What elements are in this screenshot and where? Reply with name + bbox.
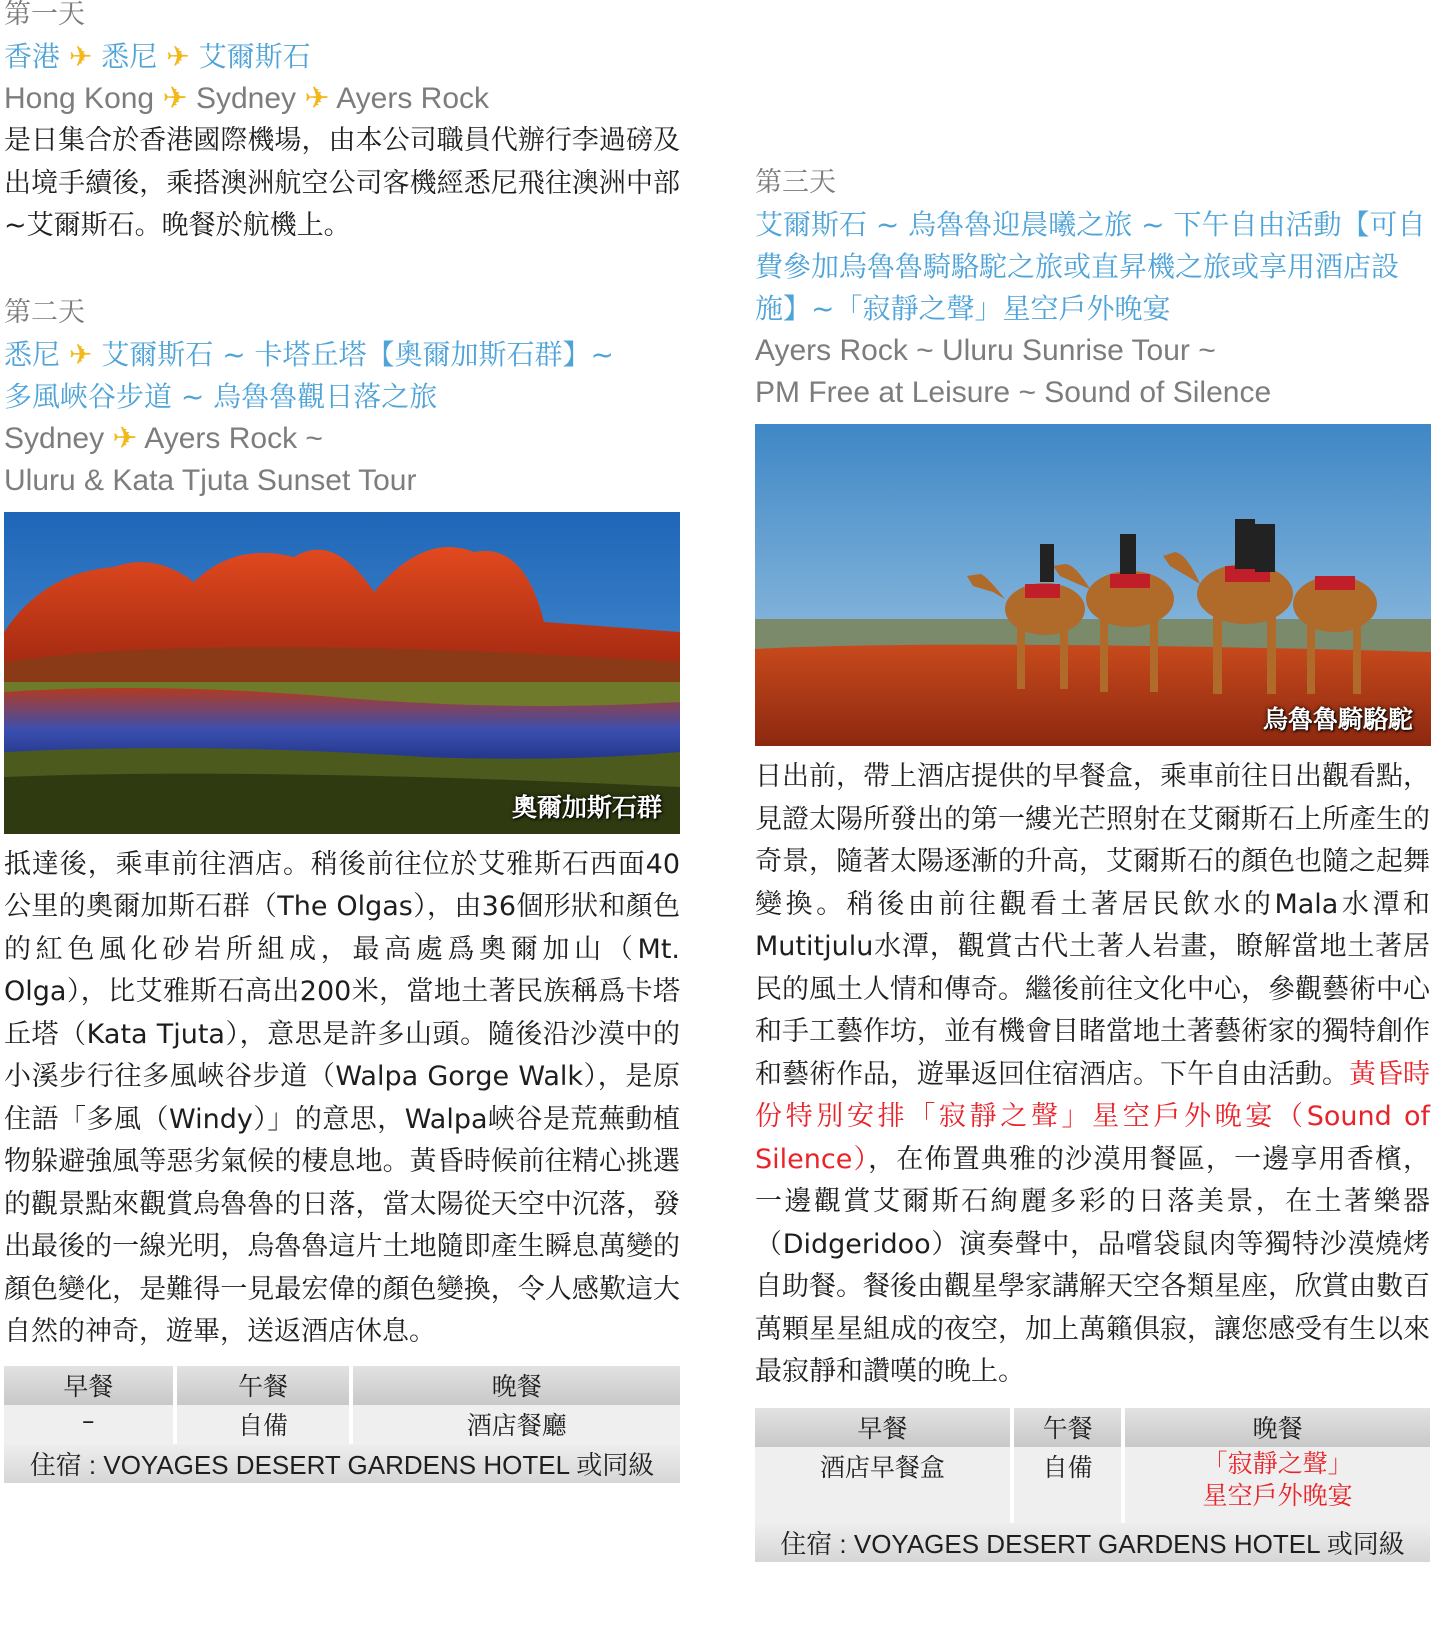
day2-route-en-line2: Uluru & Kata Tjuta Sunset Tour: [4, 463, 417, 497]
breakfast-value: 酒店早餐盒: [755, 1447, 1012, 1523]
camel-ride-photo: [755, 424, 1431, 746]
route-stop: 香港: [4, 40, 61, 73]
dinner-line: 「寂靜之聲」: [1202, 1448, 1353, 1478]
description-part: ，在佈置典雅的沙漠用餐區，一邊享用香檳，一邊觀賞艾爾斯石絢麗多彩的日落美景，在土著樂器（Didgeridoo）演奏聲中，品嚐袋鼠肉等獨特沙漠燒烤自助餐。餐後由觀星學家講解天空各類星座，欣賞由數百萬顆星星組成的夜空，加上萬籟俱寂，讓您感受有生以來最寂靜和讚嘆的晚上。: [755, 1143, 1430, 1387]
plane-icon: ✈: [112, 421, 138, 455]
day3-route-en-line2: PM Free at Leisure ~ Sound of Silence: [755, 376, 1272, 409]
day2-route-zh-line2: 多風峽谷步道 ~ 烏魯魯觀日落之旅: [4, 379, 438, 413]
dinner-value: 酒店餐廳: [351, 1405, 680, 1444]
photo-caption: 烏魯魯騎駱駝: [1262, 705, 1413, 734]
route-stop: Ayers Rock ~: [144, 421, 323, 455]
route-stop: Sydney: [4, 421, 105, 455]
route-stop: Ayers Rock: [336, 82, 490, 115]
plane-icon: ✈: [162, 82, 188, 115]
day1-route-en: [4, 78, 680, 120]
dinner-line: 星空戶外晚宴: [1202, 1480, 1353, 1510]
route-stop: 悉尼: [4, 337, 61, 371]
route-stop: Sydney: [195, 82, 297, 115]
day-1-2-column: [4, 0, 680, 1483]
day3-route-en-line1: Ayers Rock ~ Uluru Sunrise Tour ~: [755, 334, 1216, 367]
route-stop: 艾爾斯石: [198, 40, 311, 73]
lunch-value: 自備: [175, 1405, 352, 1444]
day3-description: [755, 756, 1430, 1394]
day1-description: 是日集合於香港國際機場，由本公司職員代辦行李過磅及出境手續後，乘搭澳洲航空公司客機經悉尼飛往澳洲中部~艾爾斯石。晚餐於航機上。: [4, 125, 680, 241]
day3-route-zh: 艾爾斯石 ~ 烏魯魯迎晨曦之旅 ~ 下午自由活動【可自費參加烏魯魯騎駱駝之旅或直昇機之旅或享用酒店設施】~「寂靜之聲」星空戶外晚宴: [755, 208, 1426, 325]
kata-tjuta-photo: [4, 512, 680, 834]
breakfast-header: 早餐: [755, 1408, 1012, 1447]
lunch-header: 午餐: [1012, 1408, 1124, 1447]
photo-caption: 奧爾加斯石群: [511, 792, 662, 822]
description-part: 日出前，帶上酒店提供的早餐盒，乘車前往日出觀看點，見證太陽所發出的第一縷光芒照射在艾爾斯石上所產生的奇景，隨著太陽逐漸的升高，艾爾斯石的顏色也隨之起舞變換。稍後由前往觀看土著居民飲水的Mala水潭和Mutitjulu水潭，觀賞古代土著人岩畫，瞭解當地土著居民的風土人情和傳奇。繼後前往文化中心，參觀藝術中心和手工藝作坊，並有機會目睹當地土著藝術家的獨特創作和藝術作品，遊畢返回住宿酒店。下午自由活動。: [755, 761, 1430, 1090]
dinner-value: [1123, 1447, 1430, 1523]
route-stop: Hong Kong: [4, 82, 155, 115]
lunch-header: 午餐: [175, 1366, 352, 1405]
day2-label: 第二天: [4, 296, 85, 328]
plane-icon: ✈: [68, 337, 93, 371]
day1-label: 第一天: [4, 0, 85, 30]
day3-meals-table: [755, 1408, 1430, 1562]
route-stop: 悉尼: [101, 40, 158, 73]
day2-meals-table: [4, 1366, 680, 1483]
dinner-header: 晚餐: [1123, 1408, 1430, 1447]
breakfast-value: –: [4, 1405, 175, 1444]
plane-icon: ✈: [166, 40, 190, 73]
route-stop: 艾爾斯石 ~ 卡塔丘塔【奧爾加斯石群】~: [101, 337, 615, 371]
accommodation: 住宿 : VOYAGES DESERT GARDENS HOTEL 或同級: [755, 1523, 1430, 1562]
breakfast-header: 早餐: [4, 1366, 175, 1405]
day2-route-zh-line1: [4, 334, 680, 376]
day-3-column: [755, 162, 1430, 1562]
day2-description: 抵達後，乘車前往酒店。稍後前往位於艾雅斯石西面40公里的奧爾加斯石群（The Olgas），由36個形狀和顏色的紅色風化砂岩所組成，最高處爲奧爾加山（Mt. Olga），比艾雅斯石高出200米，當地土著民族稱爲卡塔丘塔（Kata Tjuta），意思是許多山頭。隨後沿沙漠中的小溪步行往多風峽谷步道（Walpa Gorge Walk），是原住語「多風（Windy）」的意思，Walpa峽谷是荒蕪動植物躲避強風等惡劣氣候的棲息地。黃昏時候前往精心挑選的觀景點來觀賞烏魯魯的日落，當太陽從天空中沉落，發出最後的一線光明，烏魯魯這片土地隨即產生瞬息萬變的顏色變化，是難得一見最宏偉的顏色變換，令人感歎這大自然的神奇，遊畢，送返酒店休息。: [4, 848, 680, 1347]
lunch-value: 自備: [1012, 1447, 1124, 1523]
dinner-header: 晚餐: [351, 1366, 680, 1405]
highlight-text: 黃昏時份特別安排「寂靜之聲」星空戶外晚宴（Sound of Silence）: [755, 1058, 1430, 1175]
plane-icon: ✈: [304, 82, 330, 115]
day3-label: 第三天: [755, 167, 836, 198]
plane-icon: ✈: [68, 40, 93, 73]
day2-route-en-line1: [4, 418, 680, 460]
day1-route-zh: [4, 36, 680, 78]
accommodation: 住宿 : VOYAGES DESERT GARDENS HOTEL 或同級: [4, 1444, 680, 1483]
